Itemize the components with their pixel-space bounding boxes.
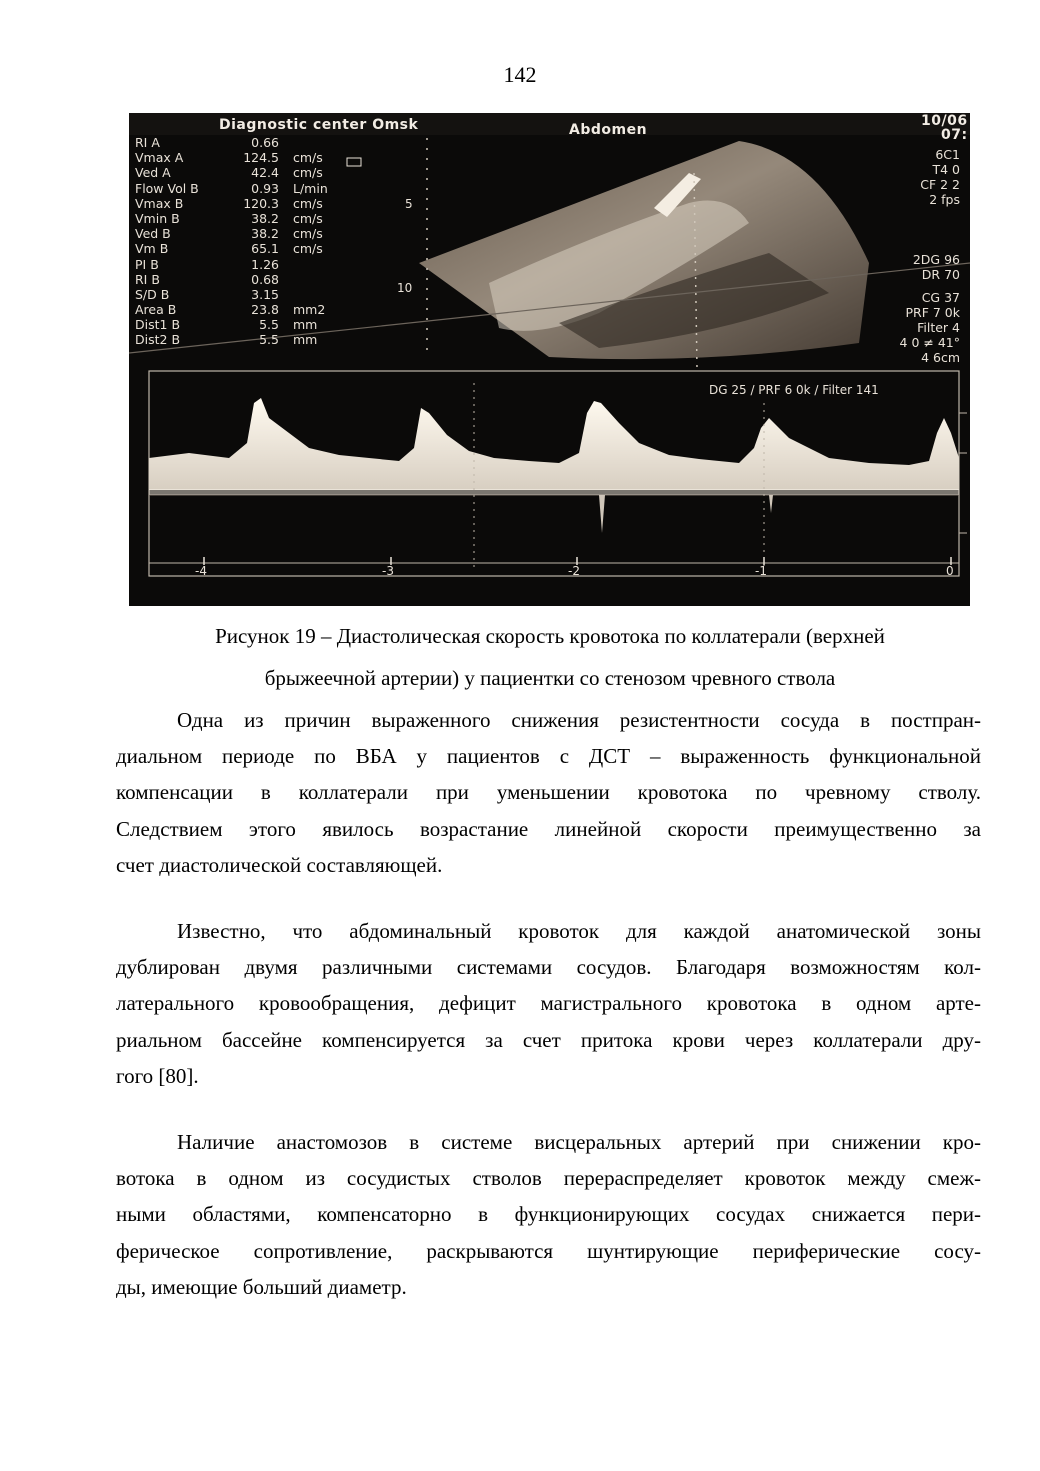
text-line: ды, имеющие больший диаметр.: [116, 1274, 407, 1299]
depth-marker-5: 5: [405, 197, 413, 211]
measurement-row: Area B 23.8 mm2: [135, 302, 326, 318]
measurement-row: Ved A 42.4 cm/s: [135, 165, 323, 181]
time-tick-label: -3: [382, 564, 394, 578]
measurement-row: Vmin B 38.2 cm/s: [135, 210, 323, 226]
time-tick-label: -4: [195, 564, 207, 578]
text-line: дублирован двумя различными системами сосудов. Благодаря возможностям кол-: [116, 955, 981, 980]
measurement-row: Vm B 65.1 cm/s: [135, 241, 323, 257]
scanner-parameters: [900, 147, 960, 365]
text-line: вотока в одном из сосудистых стволов перераспределяет кровоток между смеж-: [116, 1166, 981, 1191]
text-line: Следствием этого явилось возрастание линейной скорости преимущественно за: [116, 816, 981, 841]
param: Filter 4: [917, 320, 960, 335]
depth-marker-10: 10: [397, 281, 413, 295]
measurement-row: Vmax A 124.5 cm/s: [135, 150, 323, 166]
ultrasound-header-date: 10/06: [921, 113, 968, 129]
paragraph-2: [116, 913, 981, 1094]
param: T4 0: [932, 162, 960, 177]
ultrasound-header-time: 07:: [941, 127, 968, 143]
param: PRF 7 0k: [905, 305, 960, 320]
figure-caption-line-2: брыжеечной артерии) у пациентки со стенозом чревного ствола: [264, 666, 836, 690]
text-line: латерального кровообращения, дефицит магистрального кровотока в одном арте-: [116, 991, 981, 1016]
text-line: счет диастолической составляющей.: [116, 852, 443, 877]
measurement-row: Flow Vol B 0.93 L/min: [135, 180, 328, 196]
text-line: компенсации в коллатерали при уменьшении кровотока по чревному стволу.: [116, 780, 981, 805]
measurement-row: RI A 0.66: [135, 135, 279, 150]
text-line: Одна из причин выраженного снижения резистентности сосуда в постпран-: [177, 708, 981, 732]
text-line: ферическое сопротивление, раскрываются шунтирующие периферические сосу-: [116, 1238, 981, 1263]
param: 4 0 ≠ 41°: [899, 335, 960, 350]
param: CF 2 2: [920, 177, 960, 192]
measurement-row: Vmax B 120.3 cm/s: [135, 195, 323, 211]
param: CG 37: [921, 290, 960, 305]
text-line: гого [80].: [116, 1063, 199, 1088]
param: 6C1: [935, 147, 960, 162]
param: 4 6cm: [921, 350, 960, 365]
measurement-row: RI B 0.68: [135, 271, 279, 287]
time-tick-label: -2: [568, 564, 580, 578]
text-line: Наличие анастомозов в системе висцеральных артерий при снижении кро-: [177, 1130, 981, 1154]
measurement-row: S/D B 3.15: [135, 286, 279, 302]
text-line: Известно, что абдоминальный кровоток для каждой анатомической зоны: [177, 919, 981, 943]
text-line: диальном периоде по ВБА у пациентов с ДСТ – выраженность функциональной: [116, 744, 981, 769]
measurement-row: Dist2 B 5.5 mm: [135, 332, 318, 348]
measurements-table: [135, 135, 328, 348]
time-tick-label: 0: [946, 564, 954, 578]
text-line: ными областями, компенсаторно в функционирующих сосудах снижается пери-: [116, 1202, 981, 1227]
param: 2DG 96: [912, 252, 960, 267]
ultrasound-header-center: Diagnostic center Omsk: [219, 117, 419, 133]
measurement-row: Dist1 B 5.5 mm: [135, 317, 318, 333]
param: 2 fps: [929, 192, 960, 207]
param: DR 70: [921, 267, 960, 282]
figure-caption-line-1: Рисунок 19 – Диастолическая скорость кровотока по коллатерали (верхней: [215, 624, 885, 648]
ultrasound-header-mode: Abdomen: [569, 122, 648, 138]
time-tick-label: -1: [755, 564, 767, 578]
text-line: риальном бассейне компенсируется за счет притока крови через коллатерали дру-: [116, 1027, 981, 1052]
doppler-settings: DG 25 / PRF 6 0k / Filter 141: [709, 383, 879, 397]
paragraph-1: [116, 702, 981, 883]
ultrasound-image: [129, 113, 970, 606]
measurement-row: PI B 1.26: [135, 256, 279, 272]
measurement-row: Ved B 38.2 cm/s: [135, 226, 323, 242]
paragraph-3: [116, 1124, 981, 1305]
page-number: 142: [503, 62, 537, 87]
